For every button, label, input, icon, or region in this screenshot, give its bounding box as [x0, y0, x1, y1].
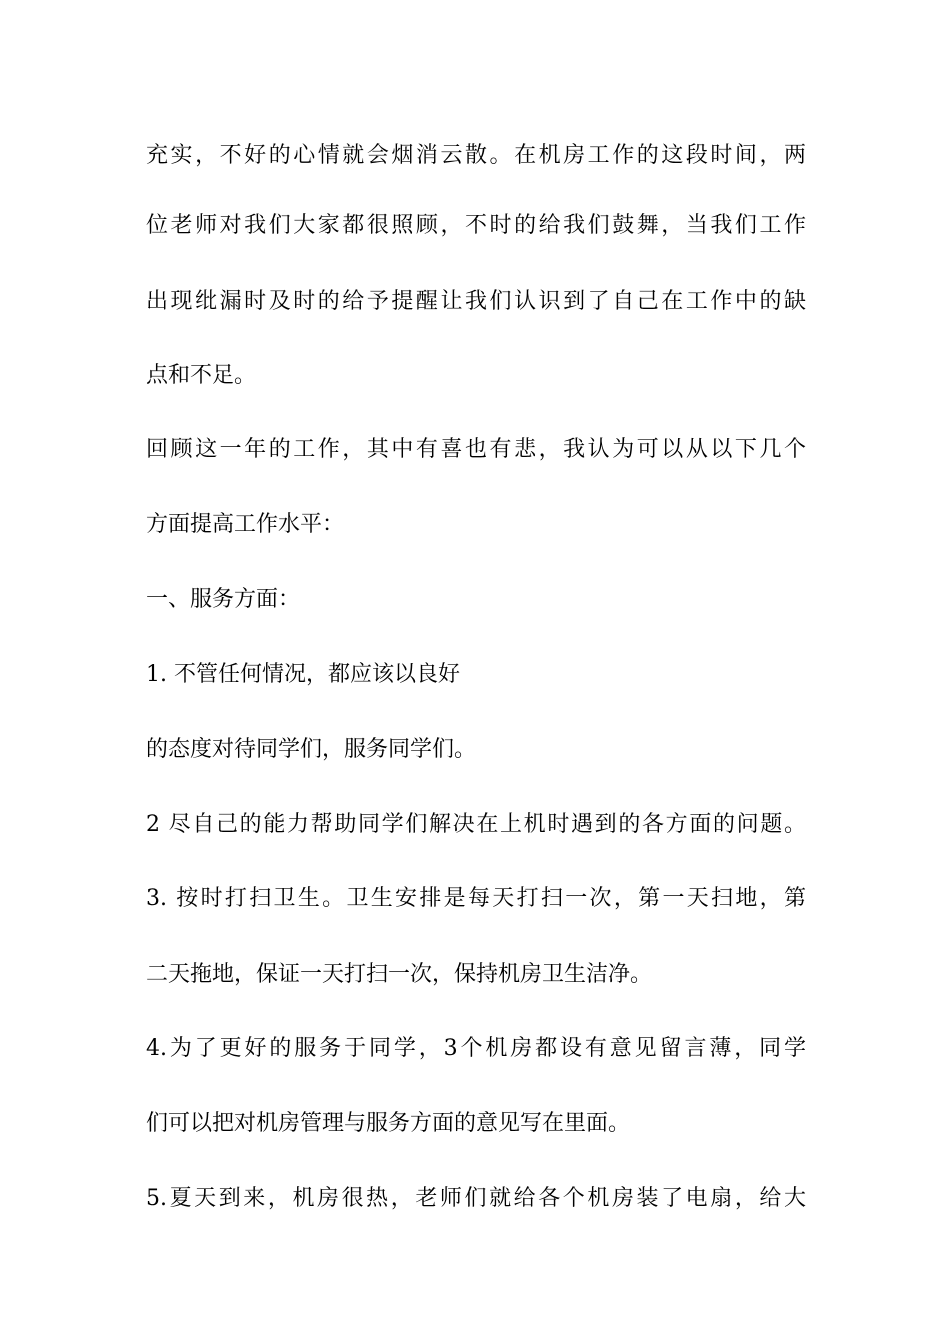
list-item: 5.夏天到来，机房很热，老师们就给各个机房装了电扇，给大	[146, 1186, 806, 1211]
text-line: 的态度对待同学们，服务同学们。	[146, 737, 477, 762]
text-line: 二天拖地，保证一天打扫一次，保持机房卫生洁净。	[146, 962, 653, 987]
list-item: 1. 不管任何情况，都应该以良好	[146, 662, 460, 687]
list-item: 2 尽自己的能力帮助同学们解决在上机时遇到的各方面的问题。	[146, 812, 806, 837]
text-line: 点和不足。	[146, 363, 257, 388]
text-line: 位老师对我们大家都很照顾，不时的给我们鼓舞，当我们工作	[146, 213, 806, 238]
section-heading: 一、服务方面：	[146, 587, 301, 612]
text-line: 们可以把对机房管理与服务方面的意见写在里面。	[146, 1111, 631, 1136]
text-line: 充实，不好的心情就会烟消云散。在机房工作的这段时间，两	[146, 143, 806, 168]
list-item: 3. 按时打扫卫生。卫生安排是每天打扫一次，第一天扫地，第	[146, 886, 806, 911]
text-line: 回顾这一年的工作，其中有喜也有悲，我认为可以从以下几个	[146, 437, 806, 462]
text-line: 出现纰漏时及时的给予提醒让我们认识到了自己在工作中的缺	[146, 289, 806, 314]
text-line: 方面提高工作水平：	[146, 512, 345, 537]
list-item: 4.为了更好的服务于同学，3个机房都设有意见留言薄，同学	[146, 1036, 806, 1061]
